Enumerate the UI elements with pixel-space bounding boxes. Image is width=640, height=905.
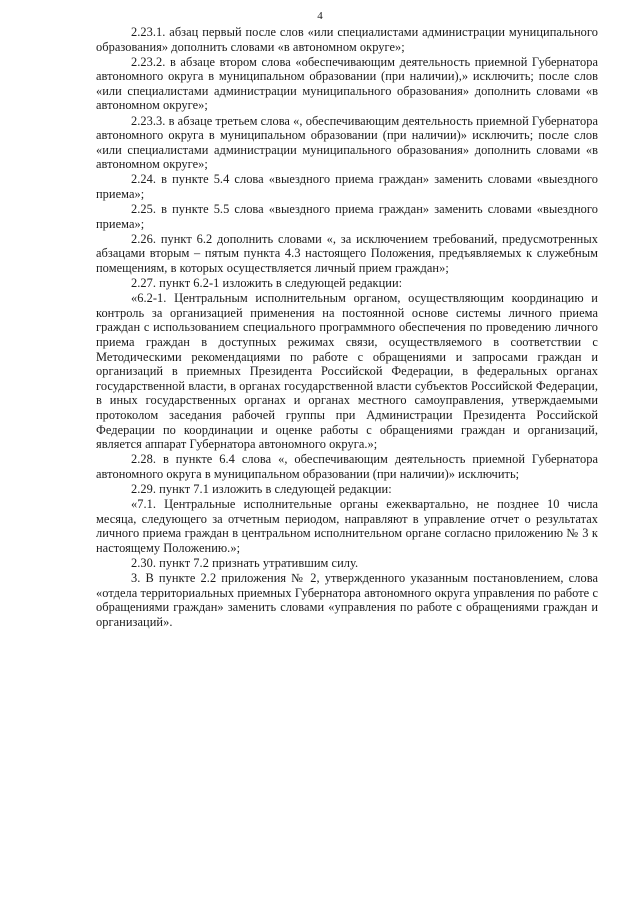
page-number: 4 <box>317 10 323 22</box>
paragraph-2-26: 2.26. пункт 6.2 дополнить словами «, за исключением требований, предусмотренных абзацами вторым – пятым пункта 4.3 настоящего Положения, предъявляемых к служебным помещениям, в которых осуществляется личный прием граждан»; <box>96 231 598 275</box>
paragraph-2-23-3: 2.23.3. в абзаце третьем слова «, обеспечивающим деятельность приемной Губернатора автономного округа в муниципальном образовании (при наличии)» исключить; после слов «или специалистами администрации муниципального образования» дополнить словами «в автономном округе»; <box>96 113 598 172</box>
paragraph-2-23-1: 2.23.1. абзац первый после слов «или специалистами администрации муниципального образования» дополнить словами «в автономном округе»; <box>96 25 598 54</box>
paragraph-2-28: 2.28. в пункте 6.4 слова «, обеспечивающим деятельность приемной Губернатора автономного округа в муниципальном образовании (при наличии)» исключить; <box>96 452 598 481</box>
paragraph-2-30: 2.30. пункт 7.2 признать утратившим силу. <box>131 555 359 570</box>
paragraph-6-2-1-text: «6.2-1. Центральным исполнительным органом, осуществляющим координацию и контроль за организацией применения на постоянной основе системы личного приема граждан с использованием специального программного обеспечения по проведению личного приема граждан в доступных режимах связи, осуществляемого в соответствии с Методическими рекомендациями по работе с обращениями и запросами граждан и организаций в приемных Президента Российской Федерации, в федеральных органах государственной власти, в органах государственной власти субъектов Российской Федерации, в иных государственных органах и органах местного самоуправления, утверждаемыми протоколом заседания рабочей группы при Администрации Президента Российской Федерации по координации и оценке работы с обращениями граждан и организаций, является аппарат Губернатора автономного округа.»; <box>96 291 598 452</box>
paragraph-3: 3. В пункте 2.2 приложения № 2, утвержденного указанным постановлением, слова «отдела территориальных приемных Губернатора автономного округа управления по работе с обращениями граждан» заменить словами «управления по работе с обращениями граждан и организаций». <box>96 570 598 629</box>
document-body <box>96 25 598 630</box>
paragraph-2-24: 2.24. в пункте 5.4 слова «выездного приема граждан» заменить словами «выездного приема»; <box>96 172 598 202</box>
paragraph-2-25: 2.25. в пункте 5.5 слова «выездного приема граждан» заменить словами «выездного приема»; <box>96 202 598 231</box>
paragraph-7-1-text: «7.1. Центральные исполнительные органы ежеквартально, не позднее 10 числа месяца, следующего за отчетным периодом, направляют в управление отчет о результатах личного приема граждан в центральном исполнительном органе согласно приложению № 3 к настоящему Положению.»; <box>96 497 598 555</box>
paragraph-2-29: 2.29. пункт 7.1 изложить в следующей редакции: <box>131 481 392 496</box>
paragraph-2-27: 2.27. пункт 6.2-1 изложить в следующей редакции: <box>131 276 403 291</box>
paragraph-2-23-2: 2.23.2. в абзаце втором слова «обеспечивающим деятельность приемной Губернатора автономного округа в муниципальном образовании (при наличии),» исключить; после слов «или специалистами администрации муниципального образования» дополнить словами «в автономном округе»; <box>96 54 598 113</box>
